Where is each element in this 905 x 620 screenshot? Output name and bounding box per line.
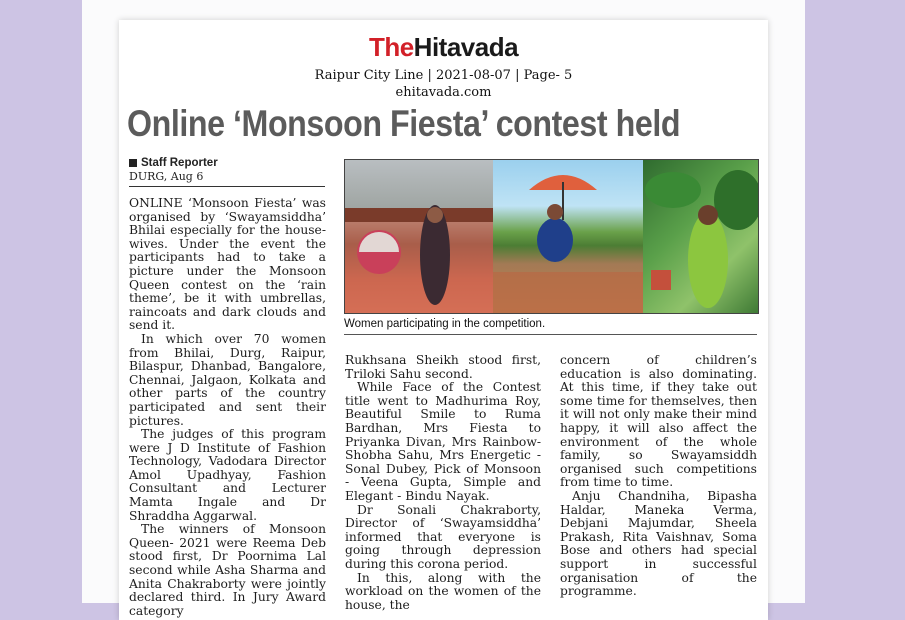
photo-caption: Women participating in the competition.: [344, 318, 757, 335]
paragraph: Dr Sonali Chakraborty, Director of ‘Swayamsiddha’ informed that everyone is going through depression during this corona period.: [345, 502, 541, 571]
photo-panel-green-leaves: [643, 160, 758, 313]
article-column-2: [345, 354, 541, 612]
right-background-band: [805, 0, 905, 603]
paragraph: In this, along with the workload on the women of the house, the: [345, 570, 541, 612]
website-link[interactable]: ehitavada.com: [395, 85, 492, 100]
dateline: DURG, Aug 6: [129, 170, 204, 183]
photo-panel-umbrella-walkway: [345, 160, 493, 313]
newspaper-clipping: [119, 20, 768, 620]
article-photo: [344, 159, 759, 314]
paragraph: In which over 70 women from Bhilai, Durg, Raipur, Bilaspur, Dhanbad, Bangalore, Chennai, Jalgaon, Kolkata and other parts of the country participated and sent their pictures.: [129, 331, 326, 428]
paragraph: ONLINE ‘Monsoon Fiesta’ was organised by ‘Swayamsiddha’ Bhilai especially for the house-wives. Under the event the participants had to take a picture under the Monsoon Queen contest on the ‘rain theme’, be it with umbrellas, raincoats and dark clouds and send it.: [129, 196, 326, 333]
left-background-band: [0, 0, 82, 603]
newspaper-logo: TheHitavada: [368, 32, 519, 62]
paragraph: Anju Chandniha, Bipasha Haldar, Maneka Verma, Debjani Majumdar, Sheela Prakash, Rita Vaishnav, Soma Bose and others had special support in successful organisation of the programme.: [560, 488, 757, 599]
paragraph: concern of children’s education is also dominating. At this time, if they take out some time for themselves, then it will not only make their mind happy, it will also affect the environment of the whole family, so Swayamsiddh organised such competitions from time to time.: [560, 353, 757, 490]
edition-line: Raipur City Line | 2021-08-07 | Page- 5: [314, 68, 573, 83]
paragraph: The winners of Monsoon Queen- 2021 were Reema Deb stood first, Dr Poornima Lal second while Asha Sharma and Anita Chakraborty were jointly declared third. In Jury Award category: [129, 522, 326, 618]
paragraph: Rukhsana Sheikh stood first, Triloki Sahu second.: [345, 353, 541, 381]
masthead: [119, 32, 768, 63]
article-column-1: [129, 197, 326, 618]
paragraph: While Face of the Contest title went to Madhurima Roy, Beautiful Smile to Ruma Bardhan, Mrs Fiesta to Priyanka Divan, Mrs Rainbow-Shobha Sahu, Mrs Energetic - Sonal Dubey, Pick of Monsoon - Veena Gupta, Simple and Elegant - Bindu Nayak.: [345, 380, 541, 503]
photo-panel-umbrella-puddle: [493, 160, 643, 313]
byline: [129, 157, 325, 187]
reporter-name: Staff Reporter: [141, 157, 218, 169]
article-headline: Online ‘Monsoon Fiesta’ contest held: [127, 103, 681, 144]
square-bullet-icon: [129, 159, 137, 167]
article-column-3: [560, 354, 757, 599]
edition-meta: [119, 67, 768, 101]
paragraph: The judges of this program were J D Institute of Fashion Technology, Vadodara Director Amol Upadhyay, Fashion Consultant and Lecturer Mamta Ingale and Dr Shraddha Aggarwal.: [129, 427, 326, 523]
